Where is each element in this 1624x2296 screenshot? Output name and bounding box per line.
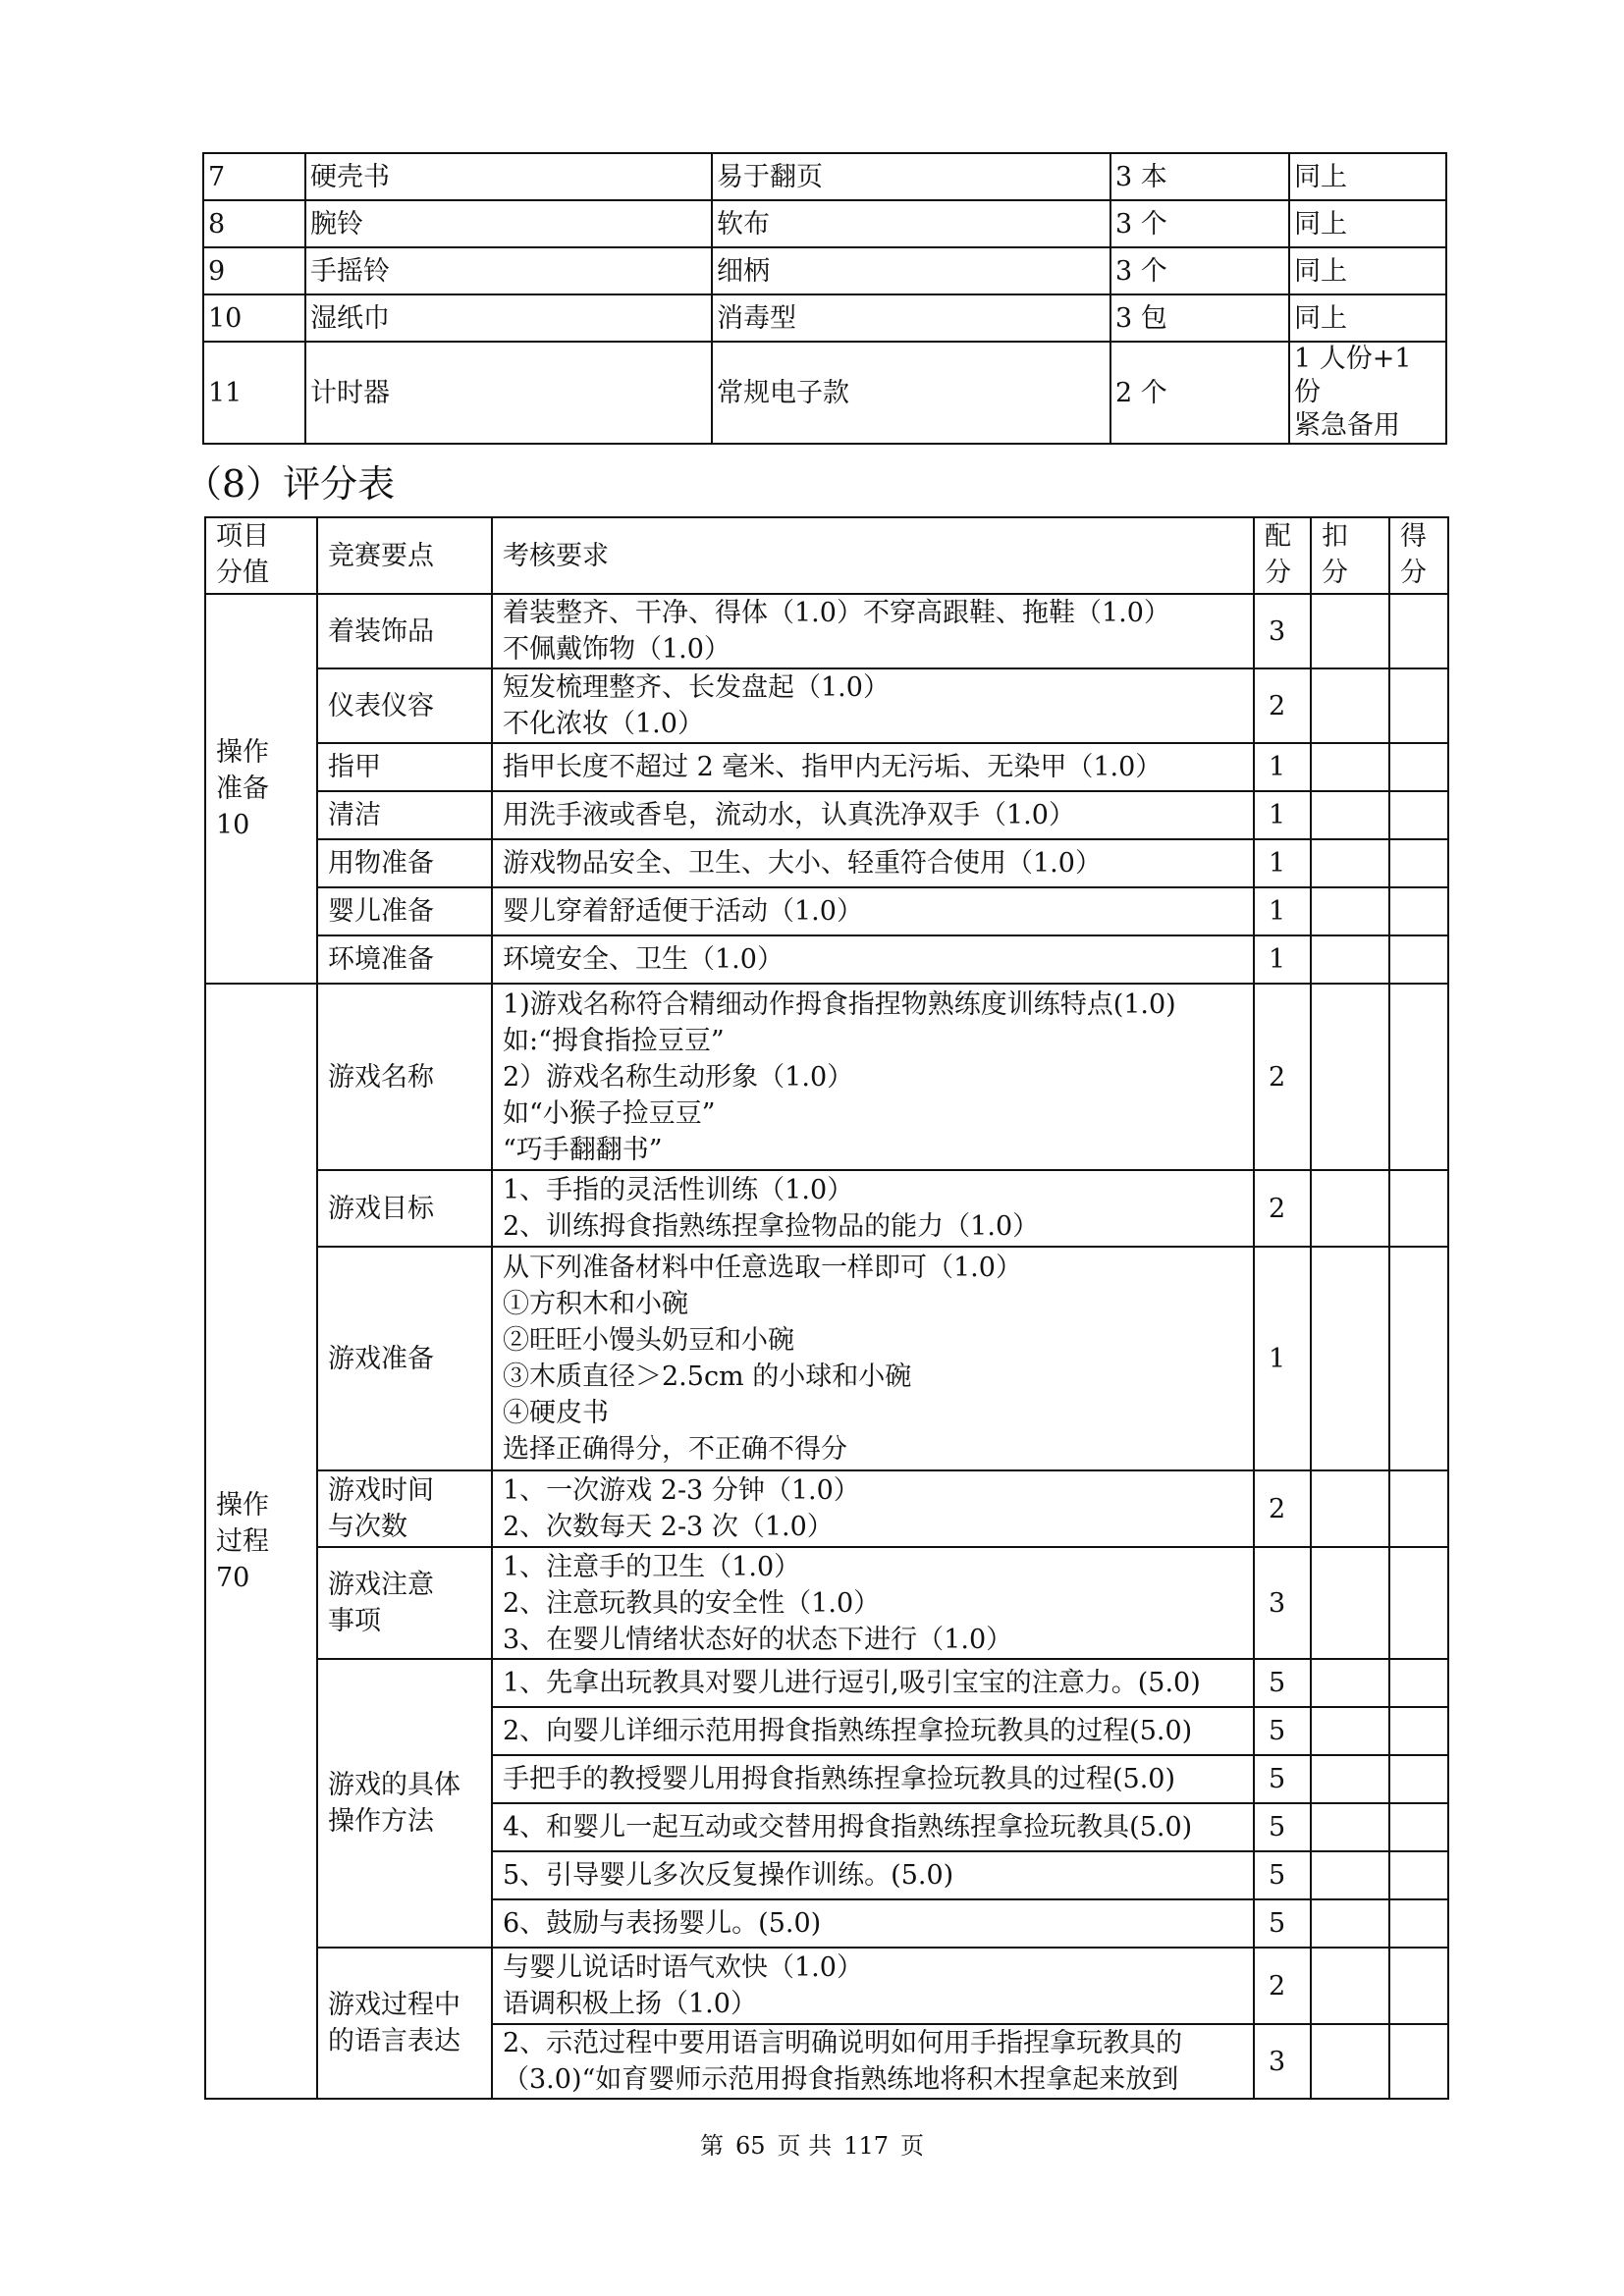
table-row [205, 791, 1448, 839]
got-cell[interactable] [1389, 1547, 1448, 1659]
point-cell: 仪表仪容 [317, 668, 492, 743]
table-row [205, 1247, 1448, 1470]
requirement-cell: 用洗手液或香皂，流动水，认真洗净双手（1.0） [492, 791, 1254, 839]
requirement-cell: 1、手指的灵活性训练（1.0） 2、训练拇食指熟练捏拿捡物品的能力（1.0） [492, 1170, 1254, 1247]
row-number-cell: 11 [203, 342, 305, 444]
deduct-cell[interactable] [1311, 839, 1389, 887]
point-cell: 游戏准备 [317, 1247, 492, 1470]
score-cell: 5 [1254, 1851, 1311, 1899]
score-cell: 5 [1254, 1803, 1311, 1851]
table-row [205, 668, 1448, 743]
got-cell[interactable] [1389, 1247, 1448, 1470]
item-note-cell: 同上 [1289, 247, 1446, 294]
score-cell: 2 [1254, 984, 1311, 1170]
item-note-cell: 1 人份+1 份 紧急备用 [1289, 342, 1446, 444]
point-cell: 用物准备 [317, 839, 492, 887]
requirement-cell: 短发梳理整齐、长发盘起（1.0） 不化浓妆（1.0） [492, 668, 1254, 743]
requirement-cell: 环境安全、卫生（1.0） [492, 935, 1254, 984]
score-cell: 1 [1254, 887, 1311, 935]
point-cell: 游戏的具体 操作方法 [317, 1659, 492, 1948]
point-cell: 清洁 [317, 791, 492, 839]
requirement-cell: 1)游戏名称符合精细动作拇食指捏物熟练度训练特点(1.0) 如:“拇食指捡豆豆” 2）游戏名称生动形象（1.0） 如“小猴子捡豆豆” “巧手翻翻书” [492, 984, 1254, 1170]
requirement-cell: 1、注意手的卫生（1.0） 2、注意玩教具的安全性（1.0） 3、在婴儿情绪状态好的状态下进行（1.0） [492, 1547, 1254, 1659]
got-cell[interactable] [1389, 1659, 1448, 1707]
deduct-cell[interactable] [1311, 1247, 1389, 1470]
score-cell: 5 [1254, 1659, 1311, 1707]
page-footer [0, 2126, 1624, 2161]
item-qty-cell: 3 个 [1110, 200, 1289, 247]
deduct-cell[interactable] [1311, 594, 1389, 668]
category-process: 操作 过程 70 [205, 984, 317, 2099]
requirement-cell: 婴儿穿着舒适便于活动（1.0） [492, 887, 1254, 935]
deduct-cell[interactable] [1311, 668, 1389, 743]
requirement-cell: 着装整齐、干净、得体（1.0）不穿高跟鞋、拖鞋（1.0） 不佩戴饰物（1.0） [492, 594, 1254, 668]
item-note-cell: 同上 [1289, 294, 1446, 342]
item-name-cell: 计时器 [305, 342, 712, 444]
item-name-cell: 手摇铃 [305, 247, 712, 294]
table-row [205, 887, 1448, 935]
table-row [203, 294, 1446, 342]
item-spec-cell: 软布 [712, 200, 1110, 247]
point-cell: 游戏名称 [317, 984, 492, 1170]
point-cell: 游戏注意 事项 [317, 1547, 492, 1659]
table-row [205, 594, 1448, 668]
deduct-cell[interactable] [1311, 1899, 1389, 1948]
header-point: 竞赛要点 [317, 517, 492, 594]
table-row [205, 935, 1448, 984]
got-cell[interactable] [1389, 1899, 1448, 1948]
deduct-cell[interactable] [1311, 1755, 1389, 1803]
table-row [205, 1170, 1448, 1247]
table-row [205, 1948, 1448, 2024]
score-cell: 3 [1254, 1547, 1311, 1659]
equipment-table [202, 152, 1447, 445]
requirement-cell: 与婴儿说话时语气欢快（1.0） 语调积极上扬（1.0） [492, 1948, 1254, 2024]
row-number-cell: 7 [203, 153, 305, 200]
got-cell[interactable] [1389, 1803, 1448, 1851]
deduct-cell[interactable] [1311, 984, 1389, 1170]
header-deduct: 扣 分 [1311, 517, 1389, 594]
point-cell: 游戏过程中 的语言表达 [317, 1948, 492, 2099]
table-row [203, 200, 1446, 247]
score-cell: 2 [1254, 1948, 1311, 2024]
got-cell[interactable] [1389, 1851, 1448, 1899]
deduct-cell[interactable] [1311, 1170, 1389, 1247]
item-note-cell: 同上 [1289, 153, 1446, 200]
table-row [205, 743, 1448, 791]
score-cell: 1 [1254, 791, 1311, 839]
score-cell: 2 [1254, 1170, 1311, 1247]
header-requirement: 考核要求 [492, 517, 1254, 594]
footer-mid: 页 共 [777, 2132, 833, 2160]
score-cell: 1 [1254, 743, 1311, 791]
got-cell[interactable] [1389, 791, 1448, 839]
table-row [205, 839, 1448, 887]
requirement-cell: 2、向婴儿详细示范用拇食指熟练捏拿捡玩教具的过程(5.0) [492, 1707, 1254, 1755]
item-qty-cell: 3 本 [1110, 153, 1289, 200]
row-number-cell: 10 [203, 294, 305, 342]
got-cell[interactable] [1389, 668, 1448, 743]
got-cell[interactable] [1389, 1707, 1448, 1755]
deduct-cell[interactable] [1311, 1659, 1389, 1707]
point-cell: 游戏目标 [317, 1170, 492, 1247]
got-cell[interactable] [1389, 984, 1448, 1170]
requirement-cell: 从下列准备材料中任意选取一样即可（1.0） ①方积木和小碗 ②旺旺小馒头奶豆和小碗 ③木质直径＞2.5cm 的小球和小碗 ④硬皮书 选择正确得分，不正确不得分 [492, 1247, 1254, 1470]
item-qty-cell: 3 包 [1110, 294, 1289, 342]
requirement-cell: 游戏物品安全、卫生、大小、轻重符合使用（1.0） [492, 839, 1254, 887]
header-got: 得 分 [1389, 517, 1448, 594]
table-row [203, 342, 1446, 444]
deduct-cell[interactable] [1311, 887, 1389, 935]
deduct-cell[interactable] [1311, 1803, 1389, 1851]
point-cell: 婴儿准备 [317, 887, 492, 935]
deduct-cell[interactable] [1311, 743, 1389, 791]
header-row [205, 517, 1448, 594]
section-title: （8）评分表 [185, 462, 396, 506]
got-cell[interactable] [1389, 887, 1448, 935]
score-cell: 5 [1254, 1707, 1311, 1755]
got-cell[interactable] [1389, 1170, 1448, 1247]
score-cell: 3 [1254, 594, 1311, 668]
requirement-cell: 1、一次游戏 2-3 分钟（1.0） 2、次数每天 2-3 次（1.0） [492, 1470, 1254, 1547]
table-row [203, 247, 1446, 294]
item-spec-cell: 易于翻页 [712, 153, 1110, 200]
score-cell: 2 [1254, 1470, 1311, 1547]
deduct-cell[interactable] [1311, 1470, 1389, 1547]
row-number-cell: 9 [203, 247, 305, 294]
item-name-cell: 湿纸巾 [305, 294, 712, 342]
deduct-cell[interactable] [1311, 1547, 1389, 1659]
got-cell[interactable] [1389, 1948, 1448, 2024]
point-cell: 游戏时间 与次数 [317, 1470, 492, 1547]
score-cell: 3 [1254, 2024, 1311, 2099]
got-cell[interactable] [1389, 743, 1448, 791]
scoring-table [204, 516, 1449, 2100]
item-qty-cell: 2 个 [1110, 342, 1289, 444]
score-cell: 1 [1254, 1247, 1311, 1470]
footer-suffix: 页 [900, 2132, 924, 2160]
table-row [205, 984, 1448, 1170]
requirement-cell: 2、示范过程中要用语言明确说明如何用手指捏拿玩教具的 （3.0)“如育婴师示范用拇食指熟练地将积木捏拿起来放到 [492, 2024, 1254, 2099]
score-cell: 5 [1254, 1755, 1311, 1803]
requirement-cell: 5、引导婴儿多次反复操作训练。(5.0) [492, 1851, 1254, 1899]
footer-total-pages: 117 [843, 2132, 889, 2160]
item-name-cell: 硬壳书 [305, 153, 712, 200]
point-cell: 环境准备 [317, 935, 492, 984]
item-note-cell: 同上 [1289, 200, 1446, 247]
got-cell[interactable] [1389, 839, 1448, 887]
table-row [205, 1659, 1448, 1707]
score-cell: 1 [1254, 839, 1311, 887]
table-row [205, 1547, 1448, 1659]
score-cell: 1 [1254, 935, 1311, 984]
header-item: 项目 分值 [205, 517, 317, 594]
score-cell: 2 [1254, 668, 1311, 743]
item-spec-cell: 消毒型 [712, 294, 1110, 342]
table-row [205, 1470, 1448, 1547]
table-row [203, 153, 1446, 200]
row-number-cell: 8 [203, 200, 305, 247]
requirement-cell: 4、和婴儿一起互动或交替用拇食指熟练捏拿捡玩教具(5.0) [492, 1803, 1254, 1851]
deduct-cell[interactable] [1311, 2024, 1389, 2099]
category-prep: 操作 准备 10 [205, 594, 317, 984]
requirement-cell: 手把手的教授婴儿用拇食指熟练捏拿捡玩教具的过程(5.0) [492, 1755, 1254, 1803]
got-cell[interactable] [1389, 935, 1448, 984]
deduct-cell[interactable] [1311, 1851, 1389, 1899]
got-cell[interactable] [1389, 594, 1448, 668]
footer-page-number: 65 [735, 2132, 766, 2160]
point-cell: 指甲 [317, 743, 492, 791]
point-cell: 着装饰品 [317, 594, 492, 668]
item-qty-cell: 3 个 [1110, 247, 1289, 294]
item-spec-cell: 细柄 [712, 247, 1110, 294]
got-cell[interactable] [1389, 1470, 1448, 1547]
deduct-cell[interactable] [1311, 1948, 1389, 2024]
item-spec-cell: 常规电子款 [712, 342, 1110, 444]
deduct-cell[interactable] [1311, 791, 1389, 839]
deduct-cell[interactable] [1311, 1707, 1389, 1755]
requirement-cell: 1、先拿出玩教具对婴儿进行逗引,吸引宝宝的注意力。(5.0) [492, 1659, 1254, 1707]
score-cell: 5 [1254, 1899, 1311, 1948]
header-score: 配 分 [1254, 517, 1311, 594]
footer-prefix: 第 [700, 2132, 724, 2160]
deduct-cell[interactable] [1311, 935, 1389, 984]
requirement-cell: 指甲长度不超过 2 毫米、指甲内无污垢、无染甲（1.0） [492, 743, 1254, 791]
item-name-cell: 腕铃 [305, 200, 712, 247]
got-cell[interactable] [1389, 2024, 1448, 2099]
got-cell[interactable] [1389, 1755, 1448, 1803]
requirement-cell: 6、鼓励与表扬婴儿。(5.0) [492, 1899, 1254, 1948]
